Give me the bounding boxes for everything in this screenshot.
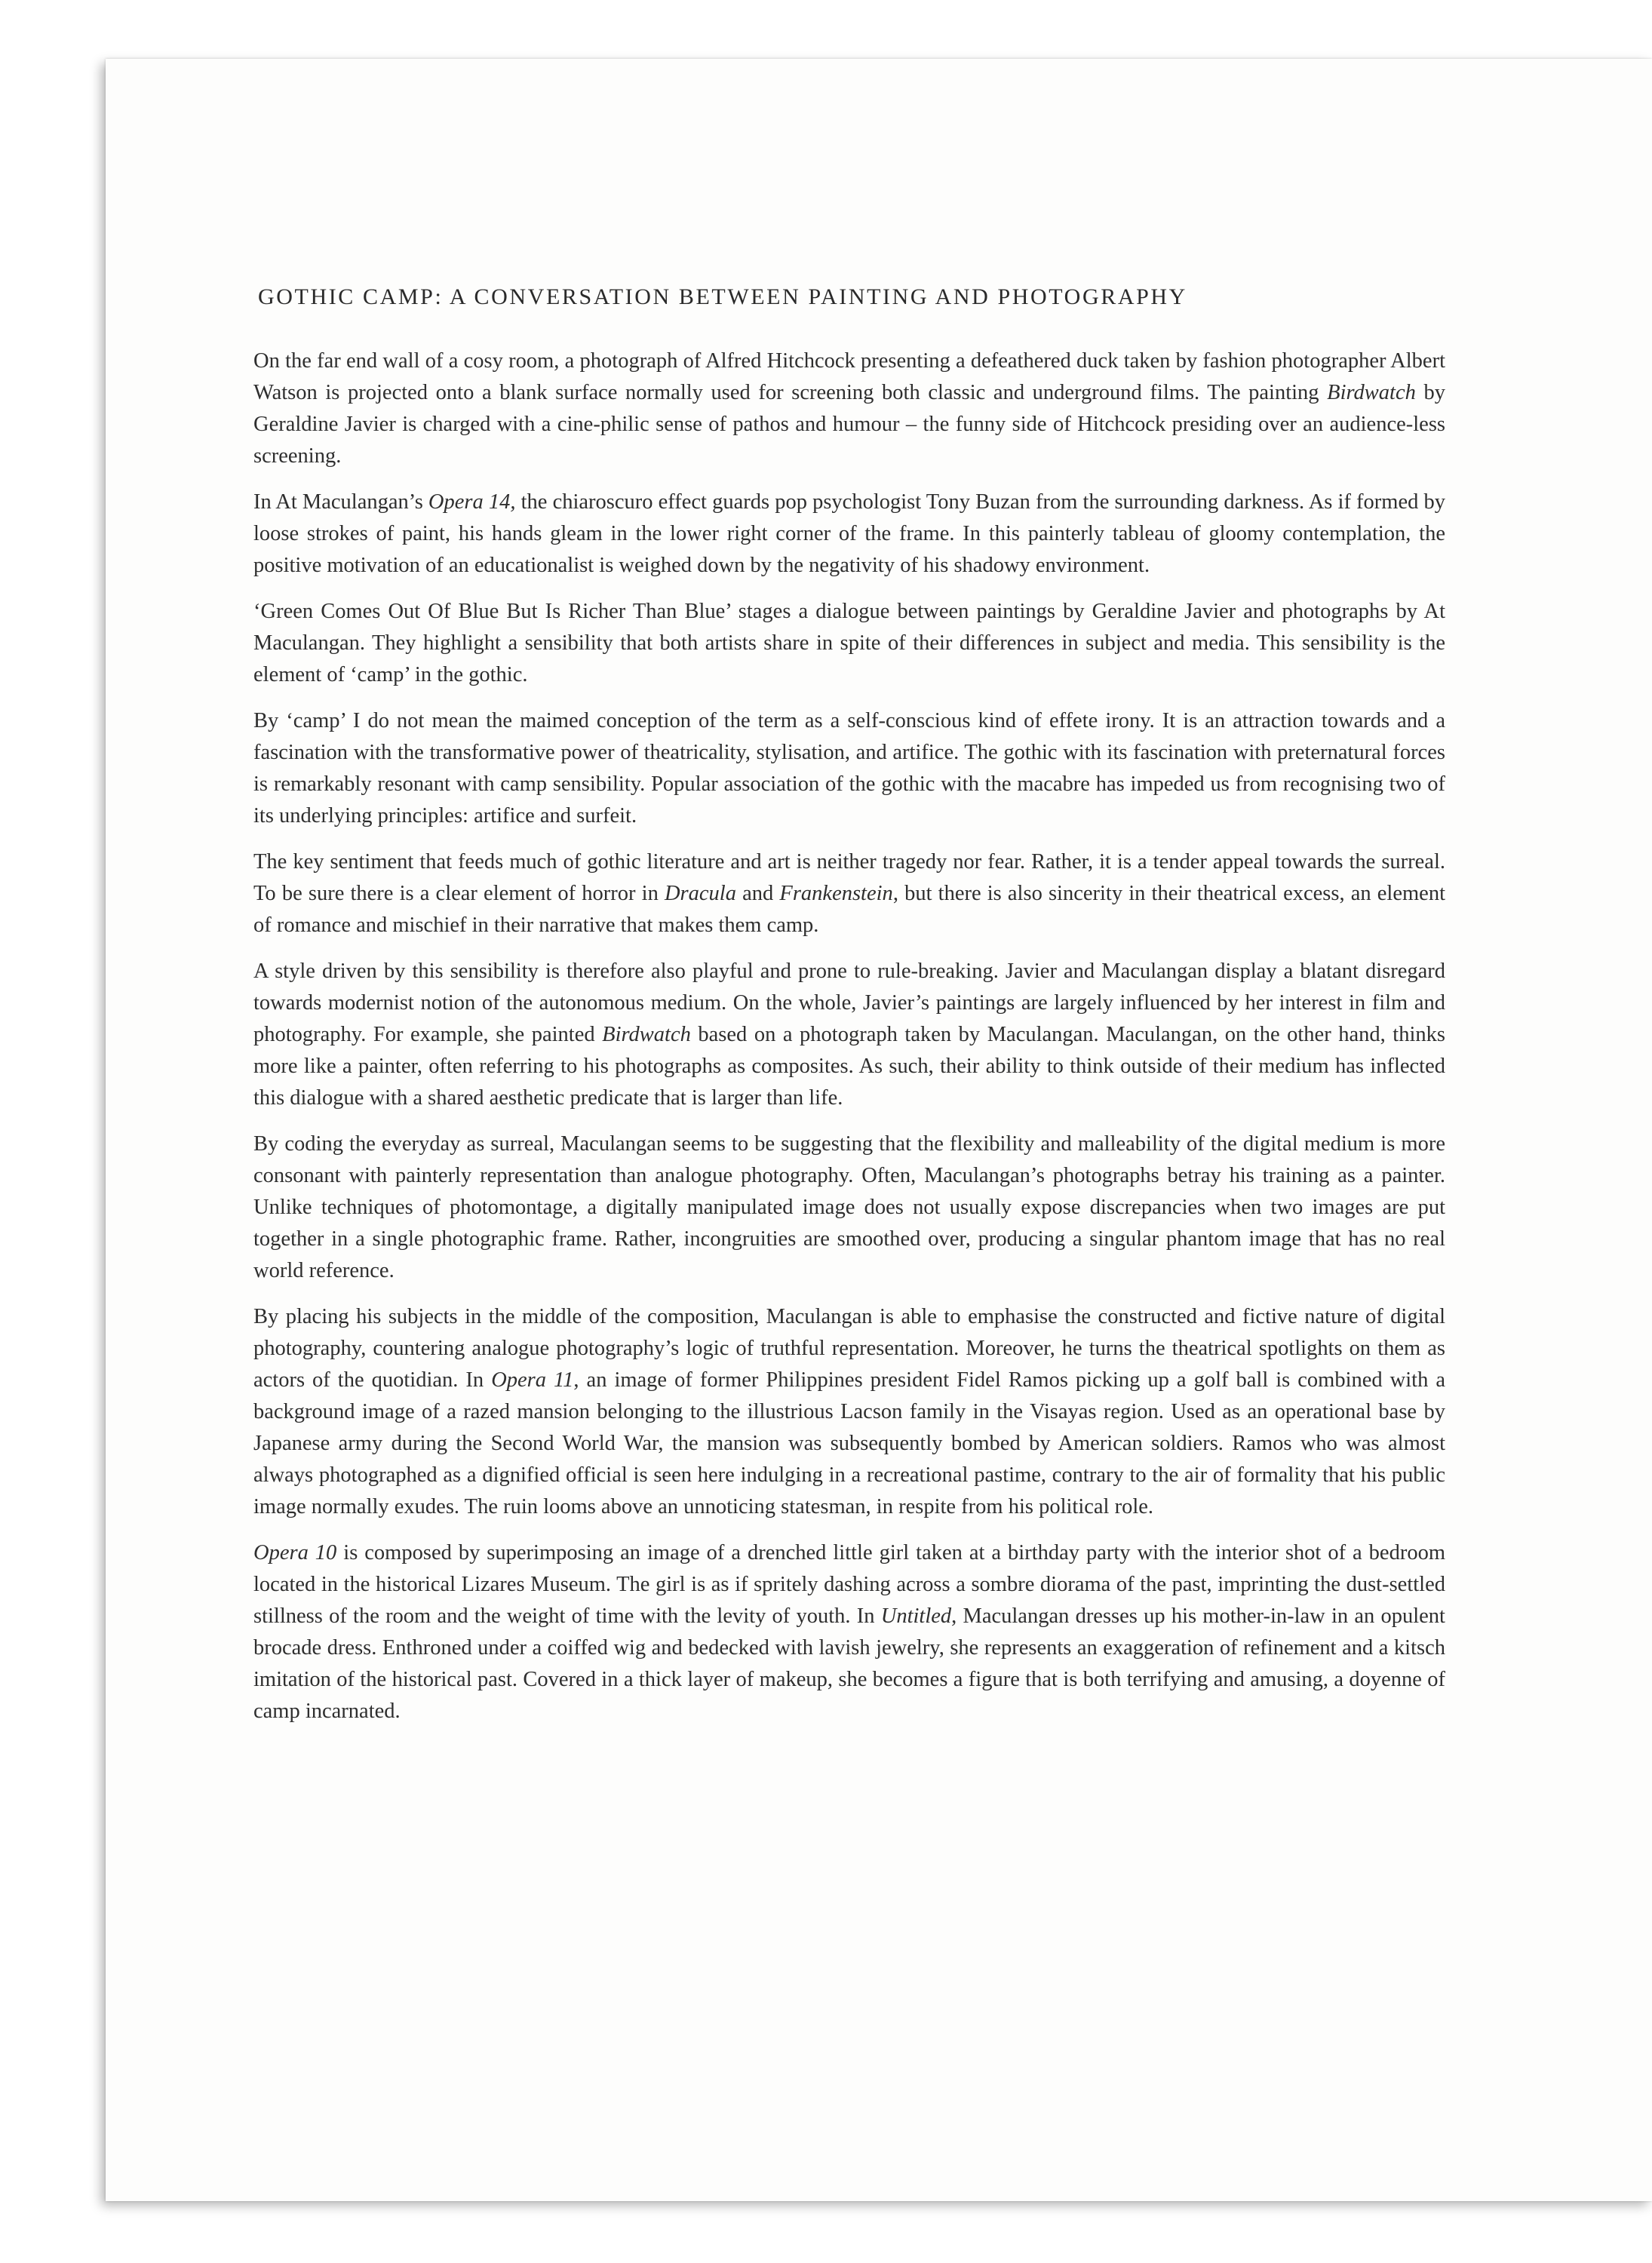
- article-body: [253, 345, 1445, 1727]
- italic-title: Birdwatch: [602, 1023, 691, 1046]
- paragraph-text: , but there is also sincerity in their theatrical excess, an element of romance and mischief in their narrative that makes them camp.: [253, 882, 1445, 937]
- paragraph-text: by Geraldine Javier is charged with a cine-philic sense of pathos and humour – the funny side of Hitchcock presiding over an audience-less screening.: [253, 381, 1445, 468]
- article: [253, 281, 1445, 1742]
- paragraph-text: By ‘camp’ I do not mean the maimed conception of the term as a self-conscious kind of effete irony. It is an attraction towards and a fascination with the transformative power of theatricality, stylisation, and artifice. The gothic with its fascination with preternatural forces is remarkably resonant with camp sensibility. Popular association of the gothic with the macabre has impeded us from recognising two of its underlying principles: artifice and surfeit.: [253, 709, 1445, 828]
- paragraph-text: On the far end wall of a cosy room, a photograph of Alfred Hitchcock presenting a defeathered duck taken by fashion photographer Albert Watson is projected onto a blank surface normally used for screening both classic and underground films. The painting: [253, 349, 1445, 404]
- italic-title: Opera 11: [491, 1368, 574, 1392]
- body-paragraph: [253, 956, 1445, 1114]
- italic-title: Frankenstein: [779, 882, 893, 905]
- body-paragraph: [253, 1537, 1445, 1727]
- body-paragraph: [253, 705, 1445, 832]
- body-paragraph: [253, 487, 1445, 582]
- paragraph-text: and: [735, 882, 780, 905]
- body-paragraph: [253, 345, 1445, 472]
- paragraph-text: based on a photograph taken by Maculangan. Maculangan, on the other hand, thinks more like a painter, often referring to his photographs as composites. As such, their ability to think outside of their medium has inflected this dialogue with a shared aesthetic predicate that is larger than life.: [253, 1023, 1445, 1110]
- paragraph-text: ‘Green Comes Out Of Blue But Is Richer Than Blue’ stages a dialogue between paintings by Geraldine Javier and photographs by At Maculangan. They highlight a sensibility that both artists share in spite of their differences in subject and media. This sensibility is the element of ‘camp’ in the gothic.: [253, 600, 1445, 686]
- paragraph-text: A style driven by this sensibility is therefore also playful and prone to rule-breaking. Javier and Maculangan display a blatant disregard towards modernist notion of the autonomous medium. On the whole, Javier’s paintings are largely influenced by her interest in film and photography. For example, she painted: [253, 960, 1445, 1046]
- italic-title: Opera 14,: [428, 490, 516, 514]
- body-paragraph: [253, 596, 1445, 691]
- italic-title: Untitled: [880, 1604, 952, 1628]
- paragraph-text: , an image of former Philippines president Fidel Ramos picking up a golf ball is combined with a background image of a razed mansion belonging to the illustrious Lacson family in the Visayas region. Used as an operational base by Japanese army during the Second World War, the mansion was subsequently bombed by American soldiers. Ramos who was almost always photographed as a dignified official is seen here indulging in a recreational pastime, contrary to the air of formality that his public image normally exudes. The ruin looms above an unnoticing statesman, in respite from his political role.: [253, 1368, 1445, 1518]
- paragraph-text: By placing his subjects in the middle of the composition, Maculangan is able to emphasise the constructed and fictive nature of digital photography, countering analogue photography’s logic of truthful representation. Moreover, he turns the theatrical spotlights on them as actors of the quotidian. In: [253, 1305, 1445, 1392]
- italic-title: Opera 10: [253, 1541, 337, 1564]
- paragraph-text: In At Maculangan’s: [253, 490, 428, 514]
- paragraph-text: By coding the everyday as surreal, Maculangan seems to be suggesting that the flexibility and malleability of the digital medium is more consonant with painterly representation than analogue photography. Often, Maculangan’s photographs betray his training as a painter. Unlike techniques of photomontage, a digitally manipulated image does not usually expose discrepancies when two images are put together in a single photographic frame. Rather, incongruities are smoothed over, producing a singular phantom image that has no real world reference.: [253, 1132, 1445, 1282]
- italic-title: Dracula: [664, 882, 736, 905]
- paragraph-text: is composed by superimposing an image of a drenched little girl taken at a birthday party with the interior shot of a bedroom located in the historical Lizares Museum. The girl is as if spritely dashing across a sombre diorama of the past, imprinting the dust-settled stillness of the room and the weight of time with the levity of youth. In: [253, 1541, 1445, 1628]
- body-paragraph: [253, 1301, 1445, 1523]
- article-heading: GOTHIC CAMP: A CONVERSATION BETWEEN PAINTING AND PHOTOGRAPHY: [258, 284, 1187, 309]
- italic-title: Birdwatch: [1327, 381, 1416, 404]
- body-paragraph: [253, 846, 1445, 941]
- paragraph-text: The key sentiment that feeds much of gothic literature and art is neither tragedy nor fear. Rather, it is a tender appeal towards the surreal. To be sure there is a clear element of horror in: [253, 850, 1445, 905]
- body-paragraph: [253, 1128, 1445, 1287]
- paragraph-text: , Maculangan dresses up his mother-in-law in an opulent brocade dress. Enthroned under a coiffed wig and bedecked with lavish jewelry, she represents an exaggeration of refinement and a kitsch imitation of the historical past. Covered in a thick layer of makeup, she becomes a figure that is both terrifying and amusing, a doyenne of camp incarnated.: [253, 1604, 1445, 1723]
- paragraph-text: the chiaroscuro effect guards pop psychologist Tony Buzan from the surrounding darkness. As if formed by loose strokes of paint, his hands gleam in the lower right corner of the frame. In this painterly tableau of gloomy contemplation, the positive motivation of an educationalist is weighed down by the negativity of his shadowy environment.: [253, 490, 1445, 577]
